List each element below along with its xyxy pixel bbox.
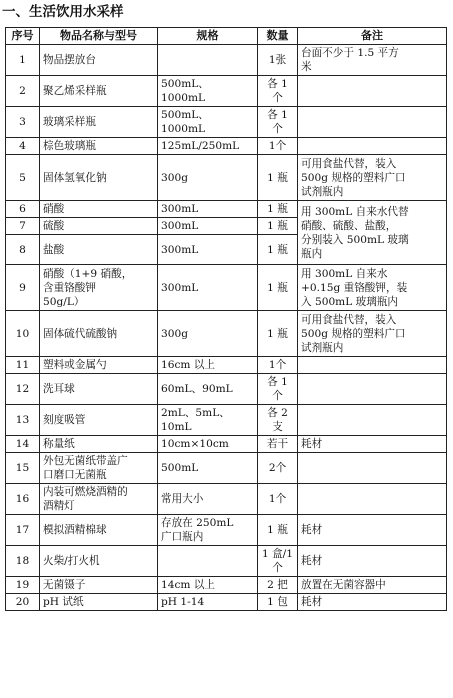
- cell-name: [40, 107, 158, 138]
- cell-spec: [158, 235, 258, 265]
- cell-seq: 16: [6, 484, 40, 515]
- cell-qty-line: 各 2 支: [267, 407, 288, 433]
- cell-name-line: 硫酸: [43, 220, 65, 232]
- cell-name-line: 刻度吸管: [43, 414, 86, 426]
- cell-seq: 5: [6, 155, 40, 201]
- equipment-table: [5, 27, 447, 611]
- cell-qty: [258, 546, 298, 577]
- cell-note-line: 500g 规格的塑料广口: [301, 171, 406, 184]
- cell-seq: 18: [6, 546, 40, 577]
- cell-note: [298, 265, 447, 311]
- cell-name: [40, 484, 158, 515]
- cell-seq: 4: [6, 138, 40, 155]
- cell-qty-line: 1 瓶: [267, 243, 288, 256]
- cell-note: [298, 107, 447, 138]
- cell-spec-line: 500mL、: [161, 78, 209, 90]
- cell-name: [40, 436, 158, 453]
- cell-name-line: 模拟酒精棉球: [43, 524, 107, 536]
- cell-spec-line: 10mL: [161, 421, 192, 433]
- cell-spec: [158, 76, 258, 107]
- cell-qty-line: 各 1 个: [267, 109, 288, 135]
- cell-spec-line: pH 1-14: [161, 596, 205, 608]
- cell-qty-line: 个: [272, 562, 283, 574]
- cell-spec-line: 1000mL: [161, 92, 206, 104]
- cell-spec-line: 300mL: [161, 281, 199, 294]
- cell-note: [298, 138, 447, 155]
- cell-note-line: 耗材: [301, 524, 323, 536]
- cell-note-line: +0.15g 重铬酸钾，装: [301, 281, 408, 294]
- cell-qty: [258, 201, 298, 218]
- cell-seq: 13: [6, 405, 40, 436]
- cell-qty-line: 若干: [266, 438, 289, 450]
- cell-qty-line: 1 瓶: [267, 220, 288, 232]
- cell-spec: [158, 201, 258, 218]
- cell-name-line: 无菌镊子: [43, 579, 86, 591]
- section-title: 一、生活饮用水采样: [2, 4, 124, 20]
- table-row: [6, 265, 447, 311]
- cell-qty: [258, 484, 298, 515]
- table-row: [6, 155, 447, 201]
- table-row: [6, 76, 447, 107]
- cell-name-line: 玻璃采样瓶: [43, 116, 96, 128]
- cell-note: [298, 374, 447, 405]
- table-row: [6, 594, 447, 611]
- cell-note-line: 耗材: [301, 438, 323, 450]
- header-seq: 序号: [6, 28, 40, 45]
- cell-qty-line: 1 包: [267, 596, 288, 608]
- cell-qty: [258, 577, 298, 594]
- table-row: [6, 405, 447, 436]
- cell-name-line: 盐酸: [43, 243, 65, 256]
- cell-seq: 9: [6, 265, 40, 311]
- cell-spec: [158, 436, 258, 453]
- cell-name-line: 称量纸: [43, 438, 75, 450]
- cell-spec: [158, 484, 258, 515]
- cell-name-line: 聚乙烯采样瓶: [43, 85, 107, 97]
- cell-note: [298, 436, 447, 453]
- cell-spec-line: 300mL: [161, 203, 199, 215]
- cell-qty: [258, 235, 298, 265]
- cell-seq: 6: [6, 201, 40, 218]
- cell-note: [298, 45, 447, 76]
- cell-name: [40, 45, 158, 76]
- cell-qty: [258, 311, 298, 357]
- cell-note: [298, 546, 447, 577]
- table-row: [6, 484, 447, 515]
- cell-seq: 14: [6, 436, 40, 453]
- cell-qty: [258, 265, 298, 311]
- cell-name: [40, 155, 158, 201]
- cell-spec-line: 1000mL: [161, 123, 206, 135]
- table-body: [6, 45, 447, 611]
- cell-note: [298, 453, 447, 484]
- cell-name-line: 硝酸（1+9 硝酸，: [43, 267, 133, 280]
- cell-spec-line: 300mL: [161, 243, 199, 256]
- cell-spec: [158, 218, 258, 235]
- cell-qty-line: 1个: [268, 359, 287, 371]
- cell-seq: 7: [6, 218, 40, 235]
- table-row: [6, 107, 447, 138]
- cell-spec-line: 2mL、5mL、: [161, 407, 230, 419]
- cell-qty-line: 各 1 个: [267, 376, 288, 402]
- table-row: [6, 374, 447, 405]
- cell-name: [40, 138, 158, 155]
- cell-note: [298, 201, 447, 265]
- cell-note-line: 硝酸、硫酸、盐酸，: [301, 219, 397, 232]
- cell-note-line: 试剂瓶内: [301, 341, 344, 354]
- cell-seq: 12: [6, 374, 40, 405]
- cell-qty: [258, 107, 298, 138]
- header-qty: 数量: [258, 28, 298, 45]
- cell-name-line: 硝酸: [43, 203, 65, 215]
- cell-name: [40, 546, 158, 577]
- cell-spec: [158, 594, 258, 611]
- table-row: [6, 577, 447, 594]
- cell-spec-line: 125mL/250mL: [161, 140, 240, 152]
- table-row: [6, 45, 447, 76]
- cell-seq: 1: [6, 45, 40, 76]
- cell-qty-line: 1个: [268, 140, 287, 152]
- cell-name-line: 火柴/打火机: [43, 555, 100, 567]
- cell-name: [40, 453, 158, 484]
- cell-qty: [258, 45, 298, 76]
- cell-name: [40, 594, 158, 611]
- cell-spec: [158, 453, 258, 484]
- cell-spec: [158, 357, 258, 374]
- table-row: [6, 436, 447, 453]
- cell-qty-line: 1张: [268, 54, 287, 66]
- cell-note: [298, 405, 447, 436]
- cell-qty: [258, 138, 298, 155]
- cell-seq: 15: [6, 453, 40, 484]
- cell-seq: 2: [6, 76, 40, 107]
- cell-spec-line: 常用大小: [161, 493, 204, 505]
- cell-name: [40, 265, 158, 311]
- cell-spec-line: 300g: [161, 171, 189, 184]
- cell-qty-line: 1 盒/1: [261, 548, 293, 560]
- cell-spec-line: 60mL、90mL: [161, 383, 233, 395]
- cell-note-line: 耗材: [301, 555, 323, 567]
- cell-spec: [158, 405, 258, 436]
- cell-spec-line: 广口瓶内: [161, 531, 204, 543]
- cell-spec: [158, 546, 258, 577]
- cell-spec-line: 500mL: [161, 462, 199, 474]
- cell-name: [40, 235, 158, 265]
- cell-note-line: 入 500mL 玻璃瓶内: [301, 295, 399, 308]
- header-note: 备注: [298, 28, 447, 45]
- cell-qty: [258, 374, 298, 405]
- cell-qty-line: 1 瓶: [267, 327, 288, 340]
- cell-note-line: 可用食盐代替，装入: [301, 313, 397, 326]
- cell-note-line: 瓶内: [301, 247, 323, 260]
- cell-note-line: 放置在无菌容器中: [301, 579, 386, 591]
- cell-name-line: 固体硫代硫酸钠: [43, 327, 118, 340]
- cell-qty: [258, 594, 298, 611]
- cell-spec-line: 300g: [161, 327, 189, 340]
- header-name: 物品名称与型号: [40, 28, 158, 45]
- table-row: [6, 546, 447, 577]
- cell-spec-line: 14cm 以上: [161, 579, 216, 591]
- cell-qty: [258, 155, 298, 201]
- cell-spec: [158, 515, 258, 546]
- cell-name: [40, 311, 158, 357]
- cell-name-line: 塑料或金属勺: [43, 359, 107, 371]
- cell-spec: [158, 374, 258, 405]
- cell-name-line: 含重铬酸钾: [43, 281, 96, 294]
- cell-spec: [158, 311, 258, 357]
- cell-note: [298, 515, 447, 546]
- cell-note-line: 500g 规格的塑料广口: [301, 327, 406, 340]
- cell-note: [298, 577, 447, 594]
- cell-name: [40, 515, 158, 546]
- cell-qty-line: 1 瓶: [267, 171, 288, 184]
- cell-qty: [258, 436, 298, 453]
- cell-seq: 3: [6, 107, 40, 138]
- cell-note-line: 耗材: [301, 596, 323, 608]
- table-row: [6, 138, 447, 155]
- header-spec: 规格: [158, 28, 258, 45]
- table-header-row: [6, 28, 447, 45]
- cell-seq: 17: [6, 515, 40, 546]
- cell-qty: [258, 218, 298, 235]
- cell-note-line: 分别装入 500mL 玻璃: [301, 233, 409, 246]
- cell-name-line: pH 试纸: [43, 596, 84, 608]
- cell-note-line: 用 300mL 自来水: [301, 267, 388, 280]
- cell-name-line: 内装可燃烧酒精的: [43, 486, 128, 498]
- cell-name: [40, 374, 158, 405]
- cell-qty-line: 1 瓶: [267, 524, 288, 536]
- cell-name: [40, 201, 158, 218]
- cell-name-line: 棕色玻璃瓶: [43, 140, 96, 152]
- cell-qty-line: 1 瓶: [267, 281, 288, 294]
- cell-name-line: 物品摆放台: [43, 54, 96, 66]
- cell-spec: [158, 155, 258, 201]
- cell-seq: 20: [6, 594, 40, 611]
- cell-qty: [258, 357, 298, 374]
- cell-spec: [158, 107, 258, 138]
- cell-qty-line: 1个: [268, 493, 287, 505]
- cell-spec: [158, 138, 258, 155]
- cell-note: [298, 484, 447, 515]
- table-row: [6, 311, 447, 357]
- cell-qty-line: 2个: [268, 462, 287, 474]
- cell-spec-line: 存放在 250mL: [161, 517, 234, 529]
- table-row: [6, 357, 447, 374]
- cell-spec-line: 10cm×10cm: [161, 438, 229, 450]
- cell-note: [298, 594, 447, 611]
- cell-qty-line: 1 瓶: [267, 203, 288, 215]
- cell-seq: 8: [6, 235, 40, 265]
- cell-note-line: 试剂瓶内: [301, 185, 344, 198]
- cell-note-line: 台面不少于 1.5 平方: [301, 47, 399, 59]
- cell-name: [40, 577, 158, 594]
- cell-spec: [158, 265, 258, 311]
- cell-spec-line: 300mL: [161, 220, 199, 232]
- cell-seq: 11: [6, 357, 40, 374]
- cell-name-line: 口磨口无菌瓶: [43, 469, 107, 481]
- cell-note: [298, 311, 447, 357]
- cell-note: [298, 76, 447, 107]
- cell-spec-line: 16cm 以上: [161, 359, 216, 371]
- cell-qty: [258, 515, 298, 546]
- cell-spec: [158, 577, 258, 594]
- cell-seq: 19: [6, 577, 40, 594]
- cell-name: [40, 76, 158, 107]
- table-row: [6, 515, 447, 546]
- cell-name: [40, 218, 158, 235]
- cell-spec: [158, 45, 258, 76]
- cell-qty: [258, 76, 298, 107]
- cell-note-line: 可用食盐代替，装入: [301, 157, 397, 170]
- cell-qty-line: 各 1 个: [267, 78, 288, 104]
- cell-note-line: 米: [301, 61, 312, 73]
- cell-qty: [258, 405, 298, 436]
- cell-note: [298, 357, 447, 374]
- cell-qty: [258, 453, 298, 484]
- cell-name-line: 洗耳球: [43, 383, 75, 395]
- cell-qty-line: 2 把: [267, 579, 288, 591]
- cell-seq: 10: [6, 311, 40, 357]
- table-row: [6, 201, 447, 218]
- cell-name: [40, 405, 158, 436]
- cell-note: [298, 155, 447, 201]
- cell-name: [40, 357, 158, 374]
- cell-spec-line: 500mL、: [161, 109, 209, 121]
- cell-name-line: 外包无菌纸带盖广: [43, 455, 128, 467]
- cell-name-line: 固体氢氧化钠: [43, 171, 107, 184]
- table-row: [6, 453, 447, 484]
- cell-name-line: 酒精灯: [43, 500, 75, 512]
- cell-name-line: 50g/L）: [43, 295, 85, 308]
- cell-note-line: 用 300mL 自来水代替: [301, 205, 409, 218]
